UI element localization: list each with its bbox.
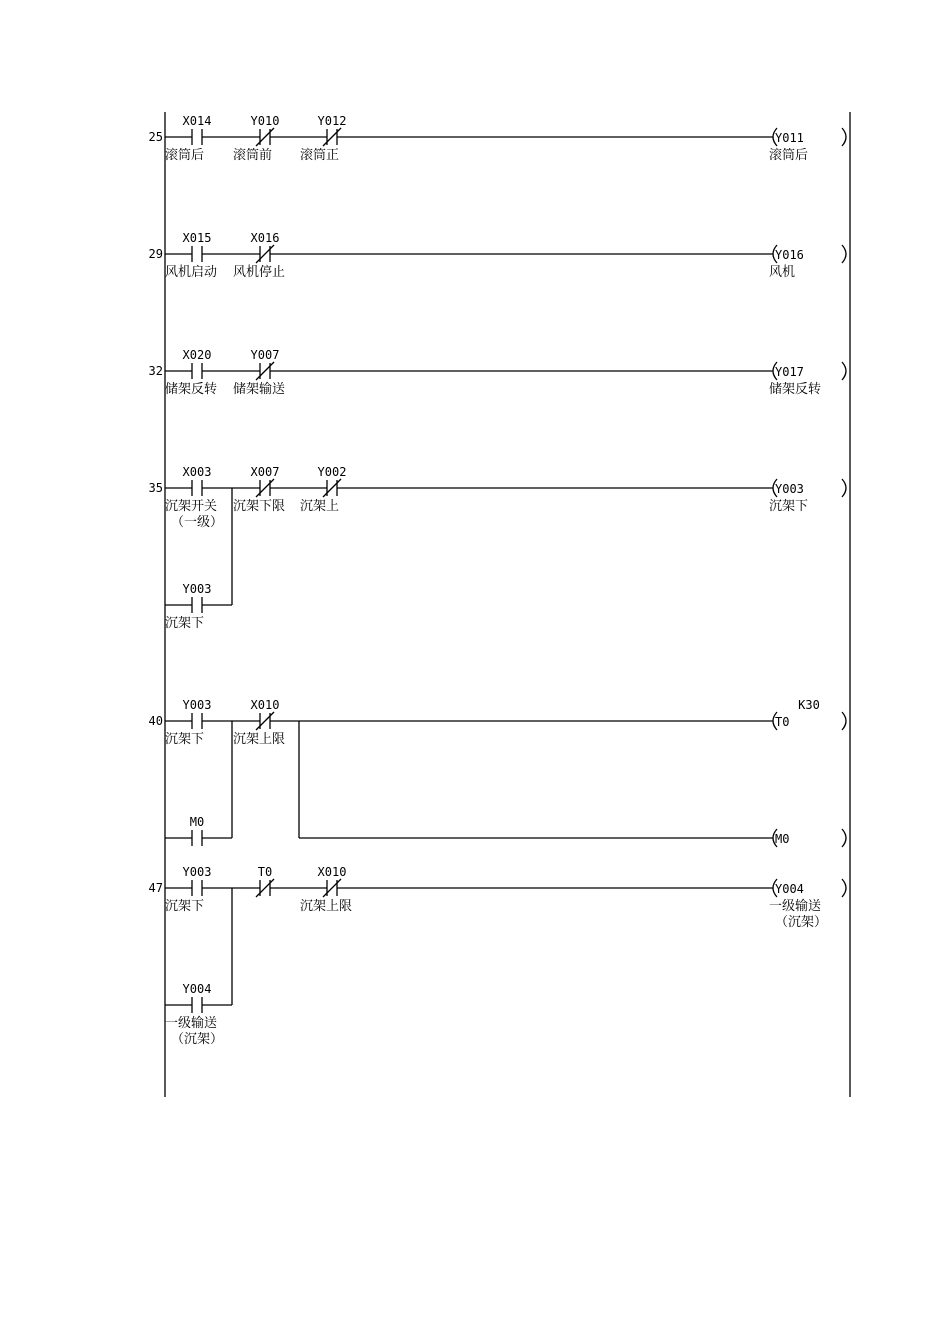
contact-address: X014 — [182, 114, 212, 128]
contact-t0 — [256, 865, 274, 897]
contact-comment: 沉架上限 — [300, 899, 353, 914]
contact-y003 — [165, 865, 211, 914]
coil-y003 — [769, 479, 846, 514]
coil-right-paren — [842, 362, 846, 380]
contact-address: X003 — [182, 465, 212, 479]
contact-m0 — [190, 815, 204, 846]
contact-comment: 沉架上限 — [233, 732, 286, 747]
coil-comment: 滚筒后 — [769, 148, 809, 163]
contact-x007 — [233, 465, 285, 514]
contact-address: Y003 — [182, 865, 212, 879]
contact-address: X020 — [182, 348, 212, 362]
contact-x020 — [165, 348, 217, 397]
contact-x016 — [233, 231, 285, 280]
rung-25 — [149, 114, 846, 163]
rung-35 — [149, 465, 846, 631]
rung-step-number: 29 — [148, 247, 163, 261]
coil-right-paren — [842, 712, 846, 730]
coil-t0 — [773, 698, 846, 730]
rung-step-number: 25 — [148, 130, 163, 144]
coil-right-paren — [842, 245, 846, 263]
contact-address: X015 — [182, 231, 212, 245]
coil-address: Y003 — [775, 482, 804, 496]
contact-x014 — [165, 114, 211, 163]
coil-address: Y011 — [775, 131, 804, 145]
contact-comment: 滚筒后 — [165, 148, 205, 163]
coil-comment: 风机 — [769, 265, 796, 280]
contact-address: Y010 — [250, 114, 280, 128]
coil-y004 — [769, 879, 846, 930]
coil-address: Y016 — [775, 248, 804, 262]
contact-y010 — [233, 114, 279, 163]
contact-y003 — [165, 698, 211, 747]
contact-address: M0 — [189, 815, 205, 829]
contact-comment: 沉架下 — [165, 899, 205, 914]
coil-y016 — [769, 245, 846, 280]
contact-address: T0 — [257, 865, 273, 879]
contact-comment: 储架反转 — [165, 382, 218, 397]
contact-address: Y004 — [182, 982, 212, 996]
rung-29 — [149, 231, 846, 280]
contact-address: Y007 — [250, 348, 280, 362]
coil-comment: 一级输送 — [769, 899, 822, 914]
rung-40 — [149, 698, 846, 847]
contact-comment: （沉架） — [171, 1032, 224, 1047]
coil-comment: （沉架） — [775, 915, 828, 930]
contact-y002 — [300, 465, 346, 514]
contact-address: Y012 — [317, 114, 347, 128]
rung-step-number: 47 — [148, 881, 163, 895]
rung-32 — [149, 348, 846, 397]
coil-y017 — [769, 362, 846, 397]
contact-y004 — [165, 982, 223, 1047]
contact-address: X010 — [250, 698, 280, 712]
contact-x003 — [165, 465, 223, 530]
coil-m0 — [773, 829, 846, 847]
contact-x010 — [233, 698, 285, 747]
coil-address: M0 — [775, 832, 790, 846]
rung-step-number: 35 — [148, 481, 163, 495]
contact-comment: 沉架上 — [300, 499, 340, 514]
contact-address: Y002 — [317, 465, 347, 479]
contact-address: X010 — [317, 865, 347, 879]
coil-right-paren — [842, 128, 846, 146]
coil-comment: 沉架下 — [769, 499, 809, 514]
coil-address: Y017 — [775, 365, 804, 379]
rung-47 — [149, 865, 846, 1047]
coil-constant: K30 — [798, 698, 820, 712]
contact-y003 — [165, 582, 211, 631]
contact-address: Y003 — [182, 698, 212, 712]
coil-address: T0 — [775, 715, 790, 729]
contact-comment: （一级） — [171, 515, 224, 530]
contact-comment: 滚筒正 — [300, 148, 340, 163]
contact-address: X007 — [250, 465, 280, 479]
contact-comment: 一级输送 — [165, 1016, 218, 1031]
contact-comment: 储架输送 — [233, 382, 286, 397]
contact-y012 — [300, 114, 346, 163]
contact-address: Y003 — [182, 582, 212, 596]
contact-comment: 滚筒前 — [233, 148, 273, 163]
contact-comment: 沉架开关 — [165, 499, 218, 514]
coil-address: Y004 — [775, 882, 804, 896]
coil-right-paren — [842, 829, 846, 847]
coil-comment: 储架反转 — [769, 382, 822, 397]
coil-y011 — [769, 128, 846, 163]
contact-y007 — [233, 348, 285, 397]
contact-x015 — [165, 231, 217, 280]
contact-comment: 风机启动 — [165, 265, 218, 280]
contact-comment: 沉架下限 — [233, 499, 286, 514]
contact-comment: 沉架下 — [165, 616, 205, 631]
rung-step-number: 32 — [148, 364, 163, 378]
contact-comment: 风机停止 — [233, 265, 286, 280]
coil-right-paren — [842, 879, 846, 897]
contact-x010 — [300, 865, 352, 914]
coil-right-paren — [842, 479, 846, 497]
contact-comment: 沉架下 — [165, 732, 205, 747]
contact-address: X016 — [250, 231, 280, 245]
rung-step-number: 40 — [148, 714, 163, 728]
